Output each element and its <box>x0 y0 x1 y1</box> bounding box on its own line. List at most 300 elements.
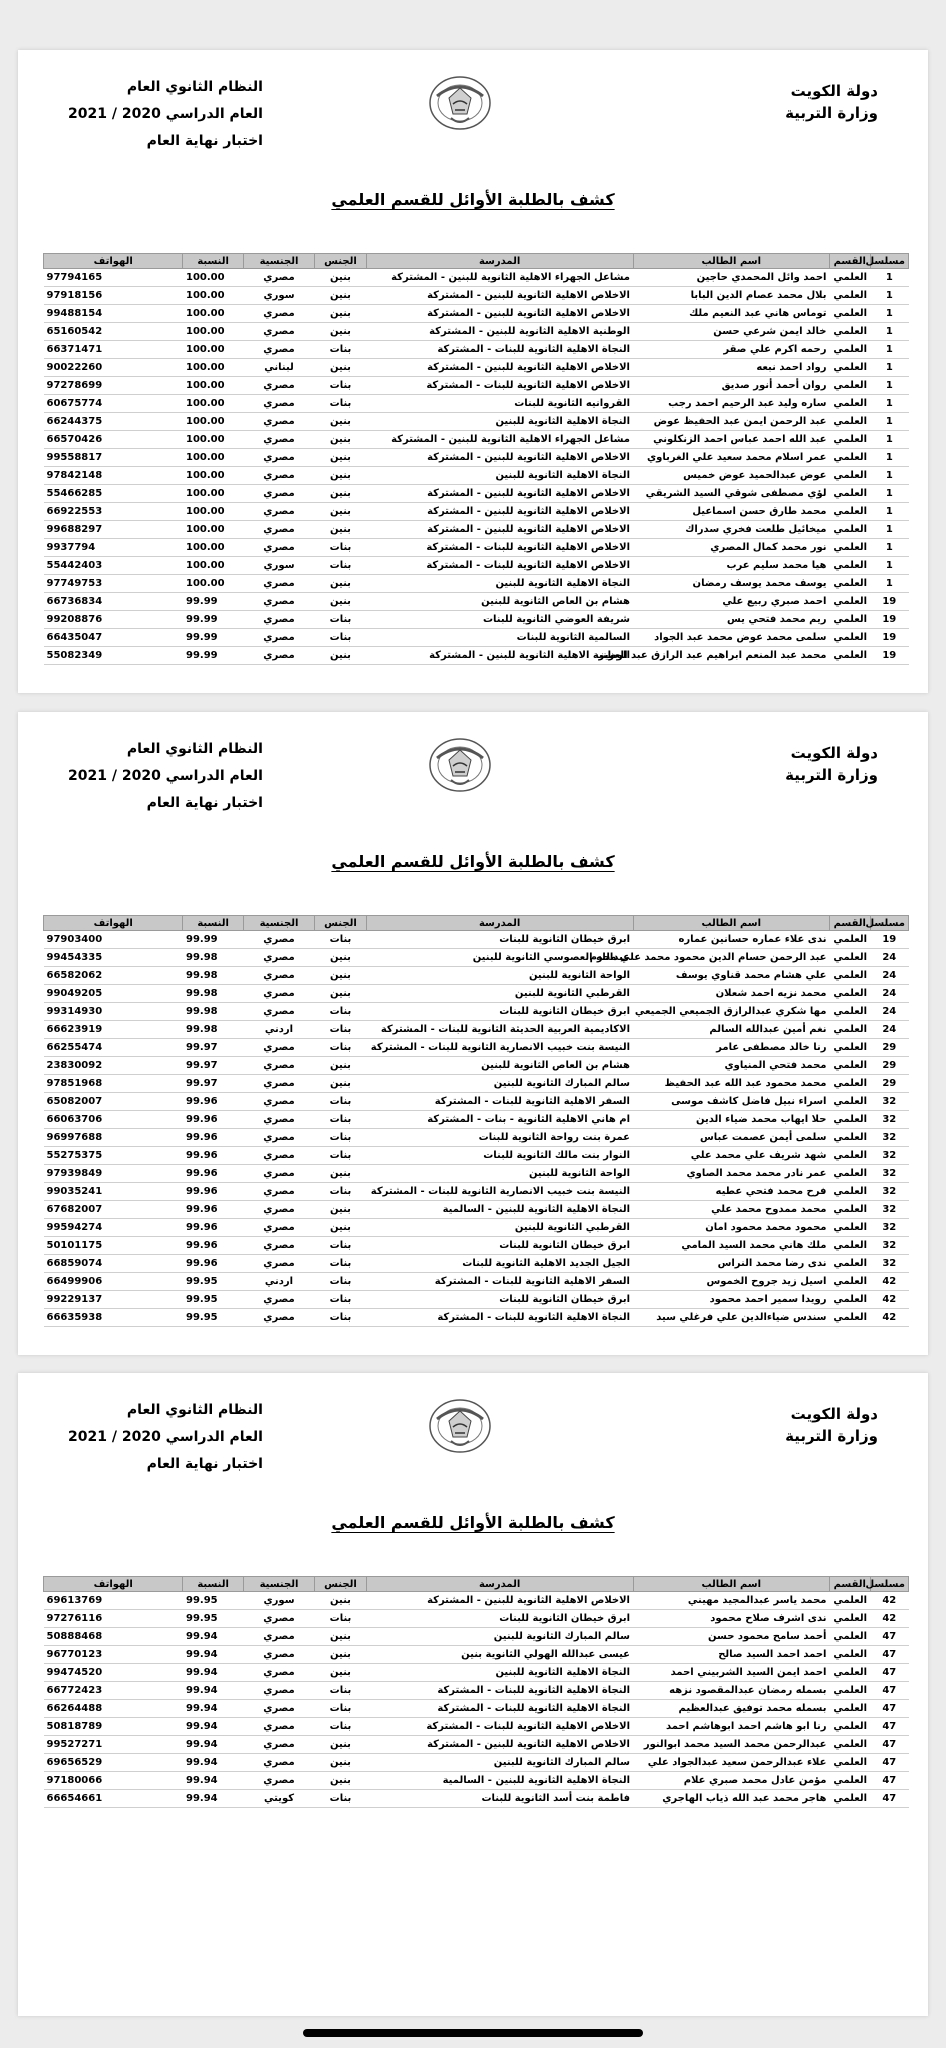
phone-cell: 9937794 <box>44 539 183 557</box>
school-cell: هشام بن العاص الثانوية للبنين <box>366 593 633 611</box>
phone-cell: 97918156 <box>44 287 183 305</box>
serial-cell: 47 <box>870 1700 908 1718</box>
kuwait-emblem-icon <box>427 74 493 132</box>
serial-cell: 32 <box>870 1183 908 1201</box>
col-serial: مسلسل <box>870 916 908 931</box>
section-cell: العلمي <box>829 611 870 629</box>
serial-cell: 1 <box>870 269 908 287</box>
student-name-cell: هيا محمد سليم عرب <box>633 557 829 575</box>
student-name-cell: محمد فتحي المنياوي <box>633 1057 829 1075</box>
nationality-cell: مصري <box>243 1736 314 1754</box>
phone-cell: 66255474 <box>44 1039 183 1057</box>
percentage-cell: 99.96 <box>183 1255 243 1273</box>
student-name-cell: محمد ياسر عبدالمجيد مهيني <box>633 1592 829 1610</box>
percentage-cell: 99.98 <box>183 1003 243 1021</box>
gender-cell: بنات <box>315 1021 367 1039</box>
section-cell: العلمي <box>829 1183 870 1201</box>
serial-cell: 29 <box>870 1057 908 1075</box>
gender-cell: بنين <box>315 467 367 485</box>
table-row <box>44 557 909 575</box>
nationality-cell: مصري <box>243 1718 314 1736</box>
col-percentage: النسبة <box>183 916 243 931</box>
document-title: كشف بالطلبة الأوائل للقسم العلمي <box>331 1513 615 1532</box>
gender-cell: بنين <box>315 413 367 431</box>
phone-cell: 97276116 <box>44 1610 183 1628</box>
percentage-cell: 99.95 <box>183 1273 243 1291</box>
gender-cell: بنين <box>315 1219 367 1237</box>
table-row <box>44 1219 909 1237</box>
phone-cell: 66623919 <box>44 1021 183 1039</box>
student-name-cell: ميخائيل طلعت فخري سدراك <box>633 521 829 539</box>
serial-cell: 1 <box>870 503 908 521</box>
nationality-cell: مصري <box>243 1165 314 1183</box>
serial-cell: 32 <box>870 1147 908 1165</box>
section-cell: العلمي <box>829 593 870 611</box>
student-name-cell: اسيل زيد جروح الخموس <box>633 1273 829 1291</box>
percentage-cell: 100.00 <box>183 305 243 323</box>
nationality-cell: مصري <box>243 593 314 611</box>
serial-cell: 1 <box>870 341 908 359</box>
school-cell: الاخلاص الاهلية الثانوية للبنين - المشتركة <box>366 521 633 539</box>
table-row <box>44 305 909 323</box>
student-name-cell: علي هشام محمد قناوي يوسف <box>633 967 829 985</box>
table-row <box>44 1592 909 1610</box>
section-cell: العلمي <box>829 269 870 287</box>
student-name-cell: عمر اسلام محمد سعيد علي الغرباوي <box>633 449 829 467</box>
phone-cell: 65160542 <box>44 323 183 341</box>
student-name-cell: بسمله محمد توفيق عبدالعظيم <box>633 1700 829 1718</box>
student-name-cell: نور محمد كمال المصري <box>633 539 829 557</box>
serial-cell: 1 <box>870 305 908 323</box>
table-row <box>44 359 909 377</box>
nationality-cell: مصري <box>243 539 314 557</box>
percentage-cell: 99.95 <box>183 1610 243 1628</box>
percentage-cell: 100.00 <box>183 539 243 557</box>
home-indicator[interactable] <box>303 2029 643 2037</box>
nationality-cell: سوري <box>243 557 314 575</box>
nationality-cell: كويتي <box>243 1790 314 1808</box>
gender-cell: بنات <box>315 557 367 575</box>
table-row <box>44 539 909 557</box>
percentage-cell: 100.00 <box>183 449 243 467</box>
nationality-cell: مصري <box>243 323 314 341</box>
table-row <box>44 1003 909 1021</box>
table-row <box>44 1664 909 1682</box>
phone-cell: 66654661 <box>44 1790 183 1808</box>
student-name-cell: علاء عبدالرحمن سعيد عبدالجواد علي <box>633 1754 829 1772</box>
percentage-cell: 100.00 <box>183 377 243 395</box>
serial-cell: 1 <box>870 575 908 593</box>
school-cell: الاخلاص الاهلية الثانوية للبنات - المشتركة <box>366 1718 633 1736</box>
serial-cell: 47 <box>870 1682 908 1700</box>
table-row <box>44 1628 909 1646</box>
student-name-cell: عبد الرحمن ايمن عبد الحفيظ عوض <box>633 413 829 431</box>
phone-cell: 66772423 <box>44 1682 183 1700</box>
section-cell: العلمي <box>829 485 870 503</box>
section-cell: العلمي <box>829 1093 870 1111</box>
percentage-cell: 100.00 <box>183 521 243 539</box>
school-cell: الاخلاص الاهلية الثانوية للبنات - المشتركة <box>366 539 633 557</box>
nationality-cell: مصري <box>243 967 314 985</box>
nationality-cell: سوري <box>243 287 314 305</box>
section-cell: العلمي <box>829 521 870 539</box>
phone-cell: 99229137 <box>44 1291 183 1309</box>
nationality-cell: مصري <box>243 1075 314 1093</box>
section-cell: العلمي <box>829 1201 870 1219</box>
nationality-cell: سوري <box>243 1592 314 1610</box>
school-cell: الاخلاص الاهلية الثانوية للبنين - المشتركة <box>366 503 633 521</box>
phone-cell: 99594274 <box>44 1219 183 1237</box>
gender-cell: بنات <box>315 1718 367 1736</box>
table-row <box>44 1754 909 1772</box>
col-nationality: الجنسية <box>243 254 314 269</box>
percentage-cell: 99.94 <box>183 1790 243 1808</box>
student-name-cell: محمد طارق حسن اسماعيل <box>633 503 829 521</box>
section-cell: العلمي <box>829 1682 870 1700</box>
col-school: المدرسة <box>366 916 633 931</box>
phone-cell: 97851968 <box>44 1075 183 1093</box>
table-row <box>44 1736 909 1754</box>
kuwait-emblem-icon <box>427 736 493 794</box>
table-row <box>44 1273 909 1291</box>
phone-cell: 50101175 <box>44 1237 183 1255</box>
table-row <box>44 1111 909 1129</box>
table-row <box>44 503 909 521</box>
student-name-cell: رنا ابو هاشم احمد ابوهاشم احمد <box>633 1718 829 1736</box>
serial-cell: 47 <box>870 1718 908 1736</box>
exam-info-block <box>68 74 263 155</box>
section-cell: العلمي <box>829 1772 870 1790</box>
school-cell: النيسة بنت خبيب الانصارية الثانوية للبنات - المشتركة <box>366 1039 633 1057</box>
table-row <box>44 341 909 359</box>
school-cell: عبدالله العصوسي الثانوية للبنين <box>366 949 633 967</box>
col-section: القسم <box>829 1577 870 1592</box>
gender-cell: بنين <box>315 485 367 503</box>
table-row <box>44 1291 909 1309</box>
school-cell: الاخلاص الاهلية الثانوية للبنين - المشتركة <box>366 287 633 305</box>
percentage-cell: 100.00 <box>183 323 243 341</box>
table-header-row <box>44 254 909 269</box>
phone-cell: 97842148 <box>44 467 183 485</box>
gender-cell: بنين <box>315 1664 367 1682</box>
percentage-cell: 99.97 <box>183 1039 243 1057</box>
nationality-cell: مصري <box>243 985 314 1003</box>
phone-cell: 99488154 <box>44 305 183 323</box>
percentage-cell: 99.96 <box>183 1111 243 1129</box>
percentage-cell: 100.00 <box>183 395 243 413</box>
table-row <box>44 1255 909 1273</box>
school-cell: شريفة العوضي الثانوية للبنات <box>366 611 633 629</box>
serial-cell: 47 <box>870 1664 908 1682</box>
gender-cell: بنات <box>315 1309 367 1327</box>
section-cell: العلمي <box>829 503 870 521</box>
col-student-name: اسم الطالب <box>633 916 829 931</box>
serial-cell: 24 <box>870 1021 908 1039</box>
serial-cell: 24 <box>870 985 908 1003</box>
col-section: القسم <box>829 916 870 931</box>
students-table <box>43 1576 909 1808</box>
percentage-cell: 99.96 <box>183 1093 243 1111</box>
nationality-cell: مصري <box>243 1093 314 1111</box>
phone-cell: 99688297 <box>44 521 183 539</box>
table-row <box>44 575 909 593</box>
nationality-cell: اردني <box>243 1273 314 1291</box>
school-cell: عمرة بنت رواحة الثانوية للبنات <box>366 1129 633 1147</box>
nationality-cell: لبناني <box>243 359 314 377</box>
school-cell: السفر الاهلية الثانوية للبنات - المشتركة <box>366 1093 633 1111</box>
ministry-name: وزارة التربية <box>785 1427 878 1445</box>
table-row <box>44 1772 909 1790</box>
phone-cell: 66499906 <box>44 1273 183 1291</box>
school-cell: النجاة الاهلية الثانوية للبنين <box>366 467 633 485</box>
percentage-cell: 99.94 <box>183 1736 243 1754</box>
col-student-name: اسم الطالب <box>633 254 829 269</box>
percentage-cell: 99.94 <box>183 1754 243 1772</box>
table-header-row <box>44 1577 909 1592</box>
student-name-cell: أحمد سامح محمود حسن <box>633 1628 829 1646</box>
phone-cell: 23830092 <box>44 1057 183 1075</box>
school-cell: النجاة الاهلية الثانوية للبنات - المشتركة <box>366 1682 633 1700</box>
table-row <box>44 593 909 611</box>
percentage-cell: 99.96 <box>183 1129 243 1147</box>
table-row <box>44 611 909 629</box>
student-name-cell: خالد ايمن شرعي حسن <box>633 323 829 341</box>
nationality-cell: مصري <box>243 467 314 485</box>
serial-cell: 42 <box>870 1273 908 1291</box>
school-cell: الاخلاص الاهلية الثانوية للبنين - المشتركة <box>366 1592 633 1610</box>
table-header-row <box>44 916 909 931</box>
phone-cell: 69656529 <box>44 1754 183 1772</box>
nationality-cell: مصري <box>243 1772 314 1790</box>
serial-cell: 42 <box>870 1610 908 1628</box>
percentage-cell: 99.95 <box>183 1291 243 1309</box>
nationality-cell: مصري <box>243 575 314 593</box>
gender-cell: بنات <box>315 341 367 359</box>
table-row <box>44 985 909 1003</box>
table-row <box>44 1039 909 1057</box>
serial-cell: 1 <box>870 539 908 557</box>
gender-cell: بنين <box>315 1646 367 1664</box>
section-cell: العلمي <box>829 1754 870 1772</box>
school-cell: القرطبي الثانوية للبنين <box>366 1219 633 1237</box>
phone-cell: 66264488 <box>44 1700 183 1718</box>
gender-cell: بنات <box>315 539 367 557</box>
nationality-cell: مصري <box>243 269 314 287</box>
serial-cell: 1 <box>870 467 908 485</box>
percentage-cell: 99.94 <box>183 1628 243 1646</box>
nationality-cell: مصري <box>243 1111 314 1129</box>
phone-cell: 66244375 <box>44 413 183 431</box>
phone-cell: 55275375 <box>44 1147 183 1165</box>
student-name-cell: محمد ممدوح محمد علي <box>633 1201 829 1219</box>
percentage-cell: 99.98 <box>183 985 243 1003</box>
serial-cell: 32 <box>870 1129 908 1147</box>
table-row <box>44 413 909 431</box>
student-name-cell: احمد ايمن السيد الشربيني احمد <box>633 1664 829 1682</box>
serial-cell: 19 <box>870 629 908 647</box>
nationality-cell: مصري <box>243 1057 314 1075</box>
gender-cell: بنين <box>315 593 367 611</box>
percentage-cell: 100.00 <box>183 287 243 305</box>
gender-cell: بنات <box>315 1273 367 1291</box>
phone-cell: 66570426 <box>44 431 183 449</box>
nationality-cell: مصري <box>243 413 314 431</box>
document-title: كشف بالطلبة الأوائل للقسم العلمي <box>331 852 615 871</box>
serial-cell: 1 <box>870 413 908 431</box>
col-nationality: الجنسية <box>243 1577 314 1592</box>
nationality-cell: مصري <box>243 949 314 967</box>
section-cell: العلمي <box>829 1273 870 1291</box>
school-cell: سالم المبارك الثانوية للبنين <box>366 1754 633 1772</box>
kuwait-emblem-icon <box>427 1397 493 1455</box>
gender-cell: بنات <box>315 1003 367 1021</box>
gender-cell: بنين <box>315 1736 367 1754</box>
serial-cell: 47 <box>870 1790 908 1808</box>
percentage-cell: 100.00 <box>183 557 243 575</box>
table-row <box>44 931 909 949</box>
percentage-cell: 99.97 <box>183 1075 243 1093</box>
serial-cell: 1 <box>870 485 908 503</box>
school-cell: الاكاديمية العربية الحديثة الثانوية للبنات - المشتركة <box>366 1021 633 1039</box>
serial-cell: 19 <box>870 593 908 611</box>
nationality-cell: مصري <box>243 503 314 521</box>
gender-cell: بنين <box>315 449 367 467</box>
table-row <box>44 449 909 467</box>
school-cell: النجاة الاهلية الثانوية للبنات - المشتركة <box>366 1309 633 1327</box>
gender-cell: بنات <box>315 1111 367 1129</box>
gender-cell: بنين <box>315 1628 367 1646</box>
phone-cell: 55442403 <box>44 557 183 575</box>
gender-cell: بنات <box>315 611 367 629</box>
percentage-cell: 100.00 <box>183 431 243 449</box>
exam-label: اختبار نهاية العام <box>146 133 263 149</box>
gender-cell: بنين <box>315 431 367 449</box>
section-cell: العلمي <box>829 1021 870 1039</box>
gender-cell: بنات <box>315 1291 367 1309</box>
student-name-cell: يوسف محمد يوسف رمضان <box>633 575 829 593</box>
student-name-cell: سلمى محمد عوض محمد عبد الجواد <box>633 629 829 647</box>
percentage-cell: 99.94 <box>183 1718 243 1736</box>
school-cell: فاطمة بنت أسد الثانوية للبنات <box>366 1790 633 1808</box>
school-cell: الاخلاص الاهلية الثانوية للبنات - المشتركة <box>366 557 633 575</box>
section-cell: العلمي <box>829 1736 870 1754</box>
gender-cell: بنين <box>315 359 367 377</box>
nationality-cell: مصري <box>243 485 314 503</box>
exam-info-block <box>68 736 263 817</box>
gender-cell: بنين <box>315 575 367 593</box>
percentage-cell: 99.94 <box>183 1682 243 1700</box>
nationality-cell: مصري <box>243 931 314 949</box>
percentage-cell: 99.98 <box>183 1021 243 1039</box>
section-cell: العلمي <box>829 629 870 647</box>
col-serial: مسلسل <box>870 254 908 269</box>
section-cell: العلمي <box>829 1111 870 1129</box>
school-cell: مشاعل الجهراء الاهلية الثانوية للبنين - المشتركة <box>366 431 633 449</box>
serial-cell: 32 <box>870 1165 908 1183</box>
col-student-name: اسم الطالب <box>633 1577 829 1592</box>
school-cell: الجيل الجديد الاهلية الثانوية للبنات <box>366 1255 633 1273</box>
student-name-cell: روان أحمد أنور صديق <box>633 377 829 395</box>
serial-cell: 1 <box>870 323 908 341</box>
student-name-cell: حلا ايهاب محمد ضياء الدين <box>633 1111 829 1129</box>
col-phones: الهواتف <box>44 254 183 269</box>
percentage-cell: 99.94 <box>183 1772 243 1790</box>
phone-cell: 99454335 <box>44 949 183 967</box>
student-name-cell: مها شكري عبدالرازق الجميعي الجميعي <box>633 1003 829 1021</box>
gender-cell: بنين <box>315 1165 367 1183</box>
student-name-cell: ملك هاني محمد السيد المامي <box>633 1237 829 1255</box>
table-row <box>44 1700 909 1718</box>
table-row <box>44 949 909 967</box>
school-cell: ابرق خيطان الثانوية للبنات <box>366 1003 633 1021</box>
report-page-1 <box>18 50 928 693</box>
col-school: المدرسة <box>366 1577 633 1592</box>
nationality-cell: مصري <box>243 647 314 665</box>
percentage-cell: 99.95 <box>183 1309 243 1327</box>
col-gender: الجنس <box>315 916 367 931</box>
phone-cell: 96770123 <box>44 1646 183 1664</box>
percentage-cell: 100.00 <box>183 485 243 503</box>
section-cell: العلمي <box>829 1592 870 1610</box>
school-cell: النجاة الاهلية الثانوية للبنين - السالمية <box>366 1772 633 1790</box>
section-cell: العلمي <box>829 1718 870 1736</box>
school-cell: النيسة بنت خبيب الانصارية الثانوية للبنات - المشتركة <box>366 1183 633 1201</box>
section-cell: العلمي <box>829 575 870 593</box>
table-row <box>44 1021 909 1039</box>
student-name-cell: عمر نادر محمد محمد الصاوي <box>633 1165 829 1183</box>
serial-cell: 1 <box>870 287 908 305</box>
section-cell: العلمي <box>829 359 870 377</box>
col-phones: الهواتف <box>44 1577 183 1592</box>
percentage-cell: 99.96 <box>183 1165 243 1183</box>
section-cell: العلمي <box>829 323 870 341</box>
serial-cell: 1 <box>870 431 908 449</box>
table-row <box>44 1201 909 1219</box>
student-name-cell: احمد وائل المحمدي حاجين <box>633 269 829 287</box>
nationality-cell: مصري <box>243 431 314 449</box>
gender-cell: بنين <box>315 305 367 323</box>
school-cell: القروانيه الثانوية للبنات <box>366 395 633 413</box>
gender-cell: بنات <box>315 377 367 395</box>
exam-label: اختبار نهاية العام <box>146 795 263 811</box>
gender-cell: بنين <box>315 647 367 665</box>
table-row <box>44 629 909 647</box>
gender-cell: بنين <box>315 287 367 305</box>
percentage-cell: 100.00 <box>183 359 243 377</box>
phone-cell: 55466285 <box>44 485 183 503</box>
phone-cell: 97939849 <box>44 1165 183 1183</box>
student-name-cell: ندى علاء عماره حسانين عماره <box>633 931 829 949</box>
exam-label: اختبار نهاية العام <box>146 1456 263 1472</box>
student-name-cell: ساره وليد عبد الرحيم احمد رجب <box>633 395 829 413</box>
phone-cell: 65082007 <box>44 1093 183 1111</box>
table-row <box>44 1237 909 1255</box>
school-cell: النجاة الاهلية الثانوية للبنين <box>366 413 633 431</box>
report-page-3 <box>18 1373 928 2016</box>
nationality-cell: مصري <box>243 1646 314 1664</box>
student-name-cell: فرح محمد فتحي عطيه <box>633 1183 829 1201</box>
nationality-cell: مصري <box>243 1628 314 1646</box>
phone-cell: 90022260 <box>44 359 183 377</box>
nationality-cell: مصري <box>243 305 314 323</box>
section-cell: العلمي <box>829 1646 870 1664</box>
students-table <box>43 253 909 665</box>
student-name-cell: محمود محمد محمود امان <box>633 1219 829 1237</box>
phone-cell: 50888468 <box>44 1628 183 1646</box>
percentage-cell: 100.00 <box>183 341 243 359</box>
school-cell: القرطبي الثانوية للبنين <box>366 985 633 1003</box>
student-name-cell: هاجر محمد عبد الله ذياب الهاجري <box>633 1790 829 1808</box>
